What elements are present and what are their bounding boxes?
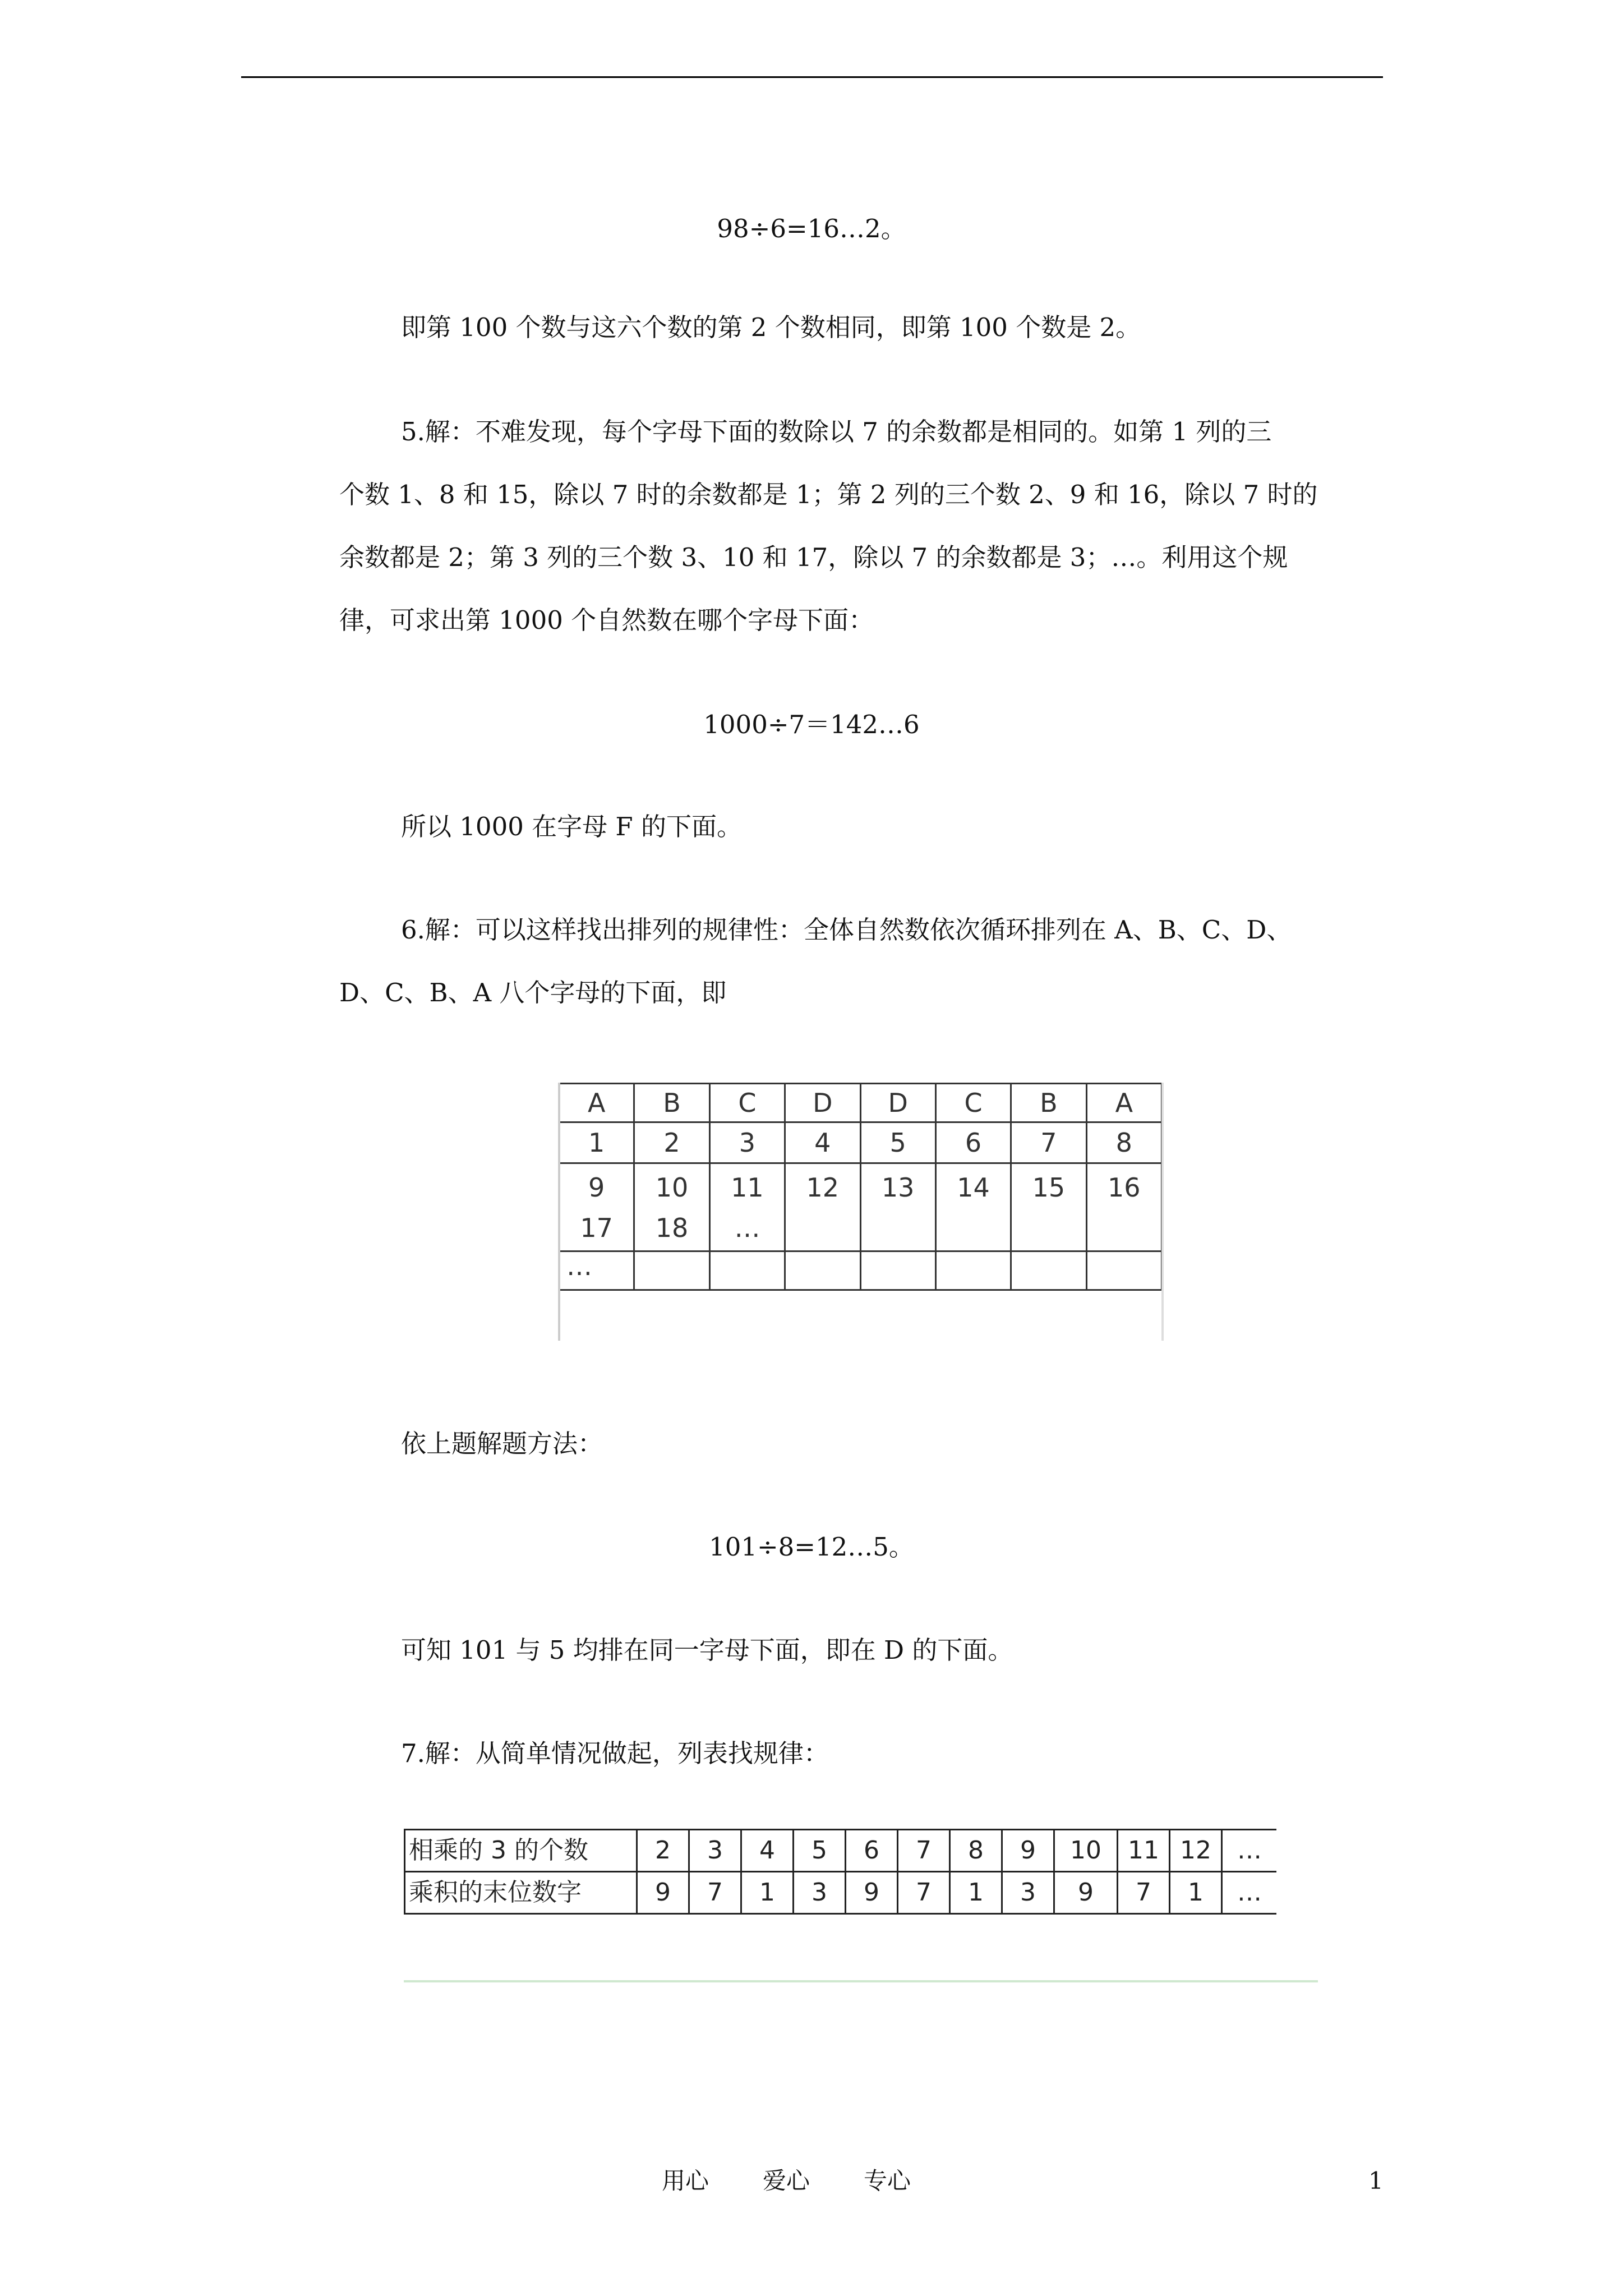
- table-cell: 7: [1011, 1122, 1086, 1163]
- page-number: 1: [1368, 2167, 1384, 2194]
- table-cell: [634, 1163, 709, 1251]
- letter-number-grid: [558, 1083, 1163, 1291]
- table-cell: [1086, 1251, 1161, 1290]
- table-cell: …: [1222, 1830, 1277, 1872]
- table-cell: 6: [935, 1122, 1011, 1163]
- table-cell: 2: [634, 1122, 709, 1163]
- table-cell: D: [860, 1084, 935, 1122]
- table-cell: [785, 1251, 860, 1290]
- table-cell: 3: [689, 1830, 741, 1872]
- letter-number-table: [558, 1083, 1164, 1341]
- table-cell: 5: [794, 1830, 846, 1872]
- table-cell: A: [1086, 1084, 1161, 1122]
- table-cell: …: [559, 1251, 634, 1290]
- header-rule: [241, 76, 1383, 78]
- power-of-three-grid: [404, 1829, 1276, 1915]
- cell-value: 10: [655, 1172, 689, 1203]
- paragraph-1000-under-f: 所以 1000 在字母 F 的下面。: [401, 812, 742, 841]
- paragraph-101-under-d: 可知 101 与 5 均排在同一字母下面，即在 D 的下面。: [401, 1635, 1013, 1665]
- table-cell: 1: [1170, 1872, 1222, 1914]
- cell-value: 14: [957, 1172, 990, 1203]
- table-cell: 4: [785, 1122, 860, 1163]
- table-row: [405, 1830, 1277, 1872]
- equation-101-div-8: 101÷8=12…5。: [709, 1532, 914, 1562]
- table-cell: [935, 1251, 1011, 1290]
- cell-value: 15: [1032, 1172, 1066, 1203]
- table-cell: 7: [689, 1872, 741, 1914]
- table-cell: 12: [1170, 1830, 1222, 1872]
- table-cell: 4: [741, 1830, 794, 1872]
- power-of-three-table: [404, 1829, 1318, 1915]
- equation-98-div-6: 98÷6=16…2。: [717, 214, 906, 243]
- cell-value: 9: [588, 1172, 605, 1203]
- cell-value: …: [734, 1213, 760, 1243]
- table-cell: 3: [1002, 1872, 1054, 1914]
- table-cell: 3: [794, 1872, 846, 1914]
- table-cell: 8: [1086, 1122, 1161, 1163]
- cell-value: 17: [580, 1213, 613, 1243]
- table-cell: 7: [898, 1830, 950, 1872]
- table-cell: [709, 1163, 785, 1251]
- table-cell: 11: [1118, 1830, 1170, 1872]
- table-cell: C: [709, 1084, 785, 1122]
- table-cell: [1086, 1163, 1161, 1251]
- table-cell: 5: [860, 1122, 935, 1163]
- table-cell: 9: [1002, 1830, 1054, 1872]
- solution-5-line-4: 律，可求出第 1000 个自然数在哪个字母下面：: [339, 605, 874, 635]
- table-cell: [785, 1163, 860, 1251]
- table-cell: 8: [950, 1830, 1002, 1872]
- paragraph-method: 依上题解题方法：: [401, 1429, 603, 1458]
- table-header-row: [559, 1084, 1162, 1122]
- table-cell: 6: [846, 1830, 898, 1872]
- table-row: [559, 1163, 1162, 1251]
- table-cell: C: [935, 1084, 1011, 1122]
- table-cell: [860, 1163, 935, 1251]
- solution-6-line-1: 6.解：可以这样找出排列的规律性：全体自然数依次循环排列在 A、B、C、D、: [401, 915, 1292, 945]
- table-cell: 1: [559, 1122, 634, 1163]
- solution-5-line-2: 个数 1、8 和 15，除以 7 时的余数都是 1；第 2 列的三个数 2、9 和 16，除以 7 时的: [339, 480, 1318, 509]
- table-row: [559, 1122, 1162, 1163]
- footer-motto-1: 用心: [662, 2167, 709, 2194]
- cell-value: 12: [806, 1172, 840, 1203]
- table-bottom-line: [404, 1980, 1318, 1982]
- table-cell: 3: [709, 1122, 785, 1163]
- table-cell: B: [634, 1084, 709, 1122]
- table-cell: [935, 1163, 1011, 1251]
- solution-7-line-1: 7.解：从简单情况做起，列表找规律：: [401, 1738, 829, 1768]
- table-cell: [1011, 1163, 1086, 1251]
- table-cell: 1: [741, 1872, 794, 1914]
- cell-value: 16: [1108, 1172, 1141, 1203]
- table-cell: [709, 1251, 785, 1290]
- table-cell: [860, 1251, 935, 1290]
- table-cell: 2: [637, 1830, 689, 1872]
- footer-motto-3: 专心: [864, 2167, 911, 2194]
- row-label: 相乘的 3 的个数: [405, 1830, 637, 1872]
- table-cell: [634, 1251, 709, 1290]
- table-cell: D: [785, 1084, 860, 1122]
- paragraph-100th-number: 即第 100 个数与这六个数的第 2 个数相同，即第 100 个数是 2。: [401, 312, 1141, 342]
- table-cell: B: [1011, 1084, 1086, 1122]
- cell-value: 11: [731, 1172, 764, 1203]
- table-cell: 1: [950, 1872, 1002, 1914]
- solution-6-line-2: D、C、B、A 八个字母的下面，即: [339, 978, 727, 1007]
- table-cell: 7: [1118, 1872, 1170, 1914]
- table-cell: 9: [637, 1872, 689, 1914]
- cell-value: 13: [881, 1172, 915, 1203]
- table-shadow-right: [1161, 1083, 1164, 1341]
- table-cell: 10: [1054, 1830, 1118, 1872]
- row-label: 乘积的末位数字: [405, 1872, 637, 1914]
- table-shadow-left: [558, 1083, 560, 1341]
- cell-value: 18: [655, 1213, 689, 1243]
- solution-5-line-1: 5.解：不难发现，每个字母下面的数除以 7 的余数都是相同的。如第 1 列的三: [401, 417, 1272, 447]
- table-cell: …: [1222, 1872, 1277, 1914]
- table-cell: 9: [846, 1872, 898, 1914]
- footer-motto-2: 爱心: [763, 2167, 810, 2194]
- table-cell: A: [559, 1084, 634, 1122]
- table-cell: 7: [898, 1872, 950, 1914]
- equation-1000-div-7: 1000÷7＝142…6: [703, 710, 920, 739]
- table-row: [405, 1872, 1277, 1914]
- table-cell: [1011, 1251, 1086, 1290]
- solution-5-line-3: 余数都是 2；第 3 列的三个数 3、10 和 17，除以 7 的余数都是 3；…。利用这个规: [339, 542, 1288, 572]
- table-cell: 9: [1054, 1872, 1118, 1914]
- table-row: [559, 1251, 1162, 1290]
- table-cell: [559, 1163, 634, 1251]
